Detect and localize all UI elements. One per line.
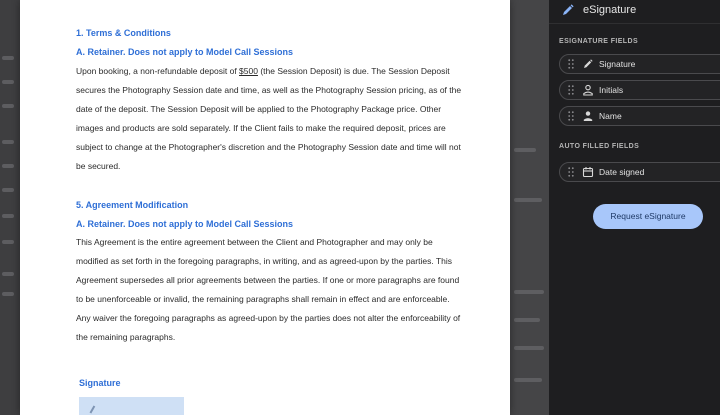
signature-heading: Signature bbox=[79, 378, 121, 388]
esignature-fields-label: ESIGNATURE FIELDS bbox=[559, 38, 639, 45]
esignature-panel bbox=[549, 0, 720, 415]
terms-paragraph-text-start: Upon booking, a non-refundable deposit of bbox=[76, 66, 240, 76]
person-icon bbox=[582, 110, 594, 122]
request-esignature-button[interactable]: Request eSignature bbox=[593, 204, 703, 229]
deposit-amount: $500 bbox=[239, 66, 258, 76]
background-left-strip bbox=[0, 0, 20, 415]
drag-handle-icon[interactable] bbox=[568, 85, 574, 95]
panel-title: eSignature bbox=[583, 4, 637, 16]
section-heading-modification: 5. Agreement Modification bbox=[76, 200, 189, 210]
section-subheading-retainer: A. Retainer. Does not apply to Model Call Sessions bbox=[76, 47, 294, 57]
field-name-label: Name bbox=[599, 111, 622, 121]
signature-field-box[interactable] bbox=[79, 397, 184, 415]
section-heading-terms: 1. Terms & Conditions bbox=[76, 28, 171, 38]
drag-handle-icon[interactable] bbox=[568, 59, 574, 69]
terms-paragraph-text-end: (the Session Deposit) is due. The Session Deposit secures the Photography Session date and time, as well as the Photography Session pricing, as of the date of the deposit. The Session Deposit will be applied to the Photography Package price. Other images and products are sold separately. If the Client fails to make the required deposit, prices are subject to change at the Photographer's discretion and the Photography Session date and time will not be secured. bbox=[76, 66, 462, 171]
person-outline-icon bbox=[582, 84, 594, 96]
terms-paragraph bbox=[76, 62, 466, 176]
field-date-signed[interactable] bbox=[559, 162, 720, 182]
auto-filled-fields-label: AUTO FILLED FIELDS bbox=[559, 143, 640, 150]
drag-handle-icon[interactable] bbox=[568, 167, 574, 177]
background-mid-strip bbox=[510, 0, 550, 415]
drag-handle-icon[interactable] bbox=[568, 111, 574, 121]
pen-icon bbox=[582, 58, 594, 70]
pencil-icon bbox=[561, 3, 575, 17]
field-signature-label: Signature bbox=[599, 59, 636, 69]
calendar-icon bbox=[582, 166, 594, 178]
field-signature[interactable] bbox=[559, 54, 720, 74]
panel-header bbox=[549, 0, 720, 24]
modification-paragraph: This Agreement is the entire agreement between the Client and Photographer and may only be modified as set forth in the foregoing paragraphs, in writing, and as agreed-upon by the parties. This Agreement supersedes all prior agreements between the parties. If one or more paragraphs are found to be unenforceable or invalid, the remaining paragraphs shall remain in effect and are enforceable. Any waiver the foregoing paragraphs as agreed-upon by the parties does not alter the enforceability of the remaining paragraphs. bbox=[76, 237, 461, 342]
field-name[interactable] bbox=[559, 106, 720, 126]
signature-pen-icon bbox=[90, 406, 101, 415]
field-initials-label: Initials bbox=[599, 85, 624, 95]
field-date-signed-label: Date signed bbox=[599, 167, 645, 177]
field-initials[interactable] bbox=[559, 80, 720, 100]
section-subheading-retainer-2: A. Retainer. Does not apply to Model Call Sessions bbox=[76, 219, 294, 229]
document-page bbox=[20, 0, 510, 415]
